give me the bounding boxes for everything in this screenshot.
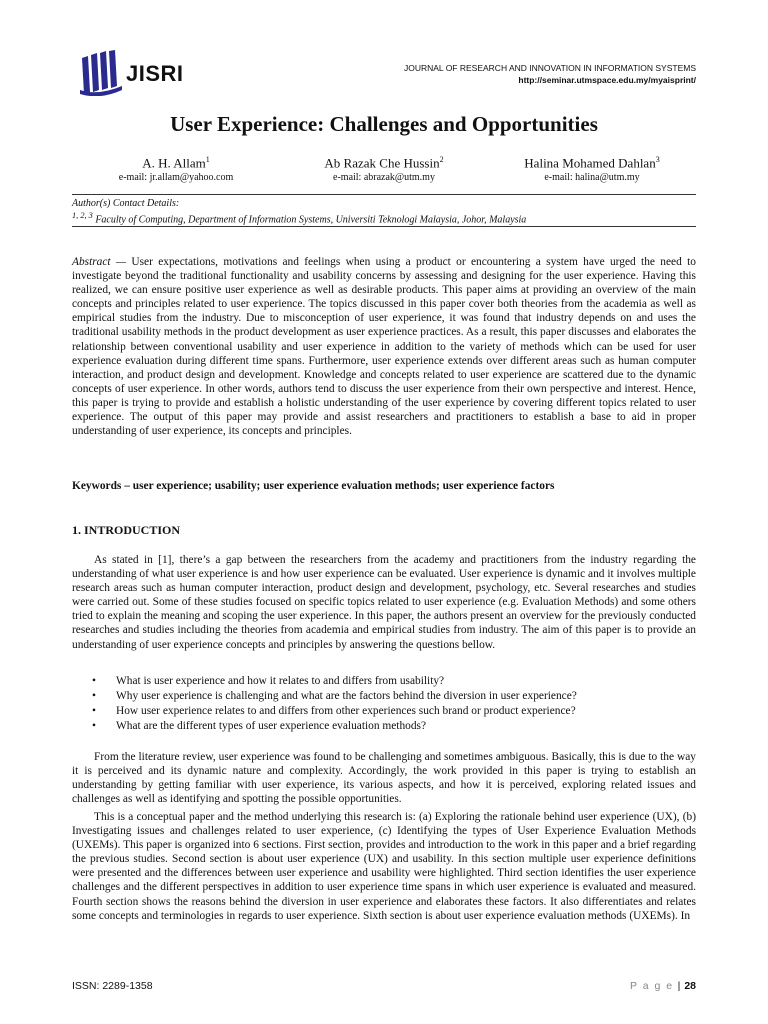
section-heading-introduction: 1. INTRODUCTION [72,523,181,537]
page-separator: | [677,980,681,992]
contact-sup: 1, 2, 3 [72,211,93,220]
author-name: Ab Razak Che Hussin [324,155,440,171]
bullet-icon: • [92,690,96,702]
page-label: P a g e [629,980,674,992]
author-sup: 2 [439,155,444,164]
list-item [72,689,696,704]
abstract-text: User expectations, motivations and feelings when using a product or encountering a system have urged the need to investigate beyond the traditional functionality and usability concerns by assessing and designing for the user experience. Having this realized, we can ensure positive user experience as well as desirable products. This paper aims at providing an overview of the main concepts and principles related to user experience. The topics discussed in this paper cover both theories from the academia as well as empirical studies from the industry. Due to misconception of user experience, it was found that industry depends on and uses the traditional usability methods in the product development as user experience practices. As a result, this paper discusses and elaborates the relationship between conventional usability and user experience in addition to the variety of methods which can be used for user experience evaluation during different time spans. Furthermore, user experience extends over different areas such as human computer interaction, and product design and development. Knowledge and concepts related to user experience are scattered due to the dynamic concepts of user experience. In other words, authors tend to discuss the user experience from their own perspective and interest. Hence, this paper is trying to provide and establish a holistic understanding of the user experience by covering different topics related to user experience. The output of this paper may provide and assist researchers and practitioners to establish a base to aid in proper understanding of user experience, its concepts and principles. [72,256,696,438]
list-item [72,674,696,689]
list-item-text: Why user experience is challenging and what are the factors behind the diversion in user experience? [116,690,577,702]
list-item [72,719,696,734]
contact-details [72,198,696,226]
journal-url[interactable]: http://seminar.utmspace.edu.my/myaisprint/ [518,75,696,85]
list-item-text: What is user experience and how it relates to and differs from usability? [116,675,445,687]
intro-paragraph-1 [72,553,696,652]
abstract [72,255,696,438]
journal-header [404,62,696,86]
paragraph-text: From the literature review, user experience was found to be challenging and sometimes ambiguous. Basically, this is due to the way it is perceived and its dynamic nature and complexity. Accordingly, the work provided in this paper is trying to establish an understanding by getting familiar with user experience, its various aspects, and how it is perceived, exploring related issues and challenges as well as identifying and spotting the possible opportunities. [72,751,696,806]
paragraph-text: This is a conceptual paper and the method underlying this research is: (a) Exploring the rationale behind user experience (UX), (b) Investigating issues and challenges related to user experience, (c) Identifying the types of User Experience Evaluation Methods (UXEMs). This paper is organized into 6 sections. First section, provides and introduction to the work in this paper and a brief regarding the previous studies. Second section is about user experience (UX) and usability. In this section multiple user experience definitions were presented and the differences between user experience and usability were highlighted. Third section identifies the user experience challenges and the different perspectives in addition to user experience time spans in which user experience is evaluated and measured. Fourth section shows the reasons behind the diversion in user experience and elaborates these factors. It also differentiates and relates some concepts and terminologies in regards to user experience. Sixth section is about user experience evaluation methods (UXEMs). In [72,811,696,922]
author-3 [488,152,696,185]
intro-paragraph-2 [72,750,696,806]
keywords: Keywords – user experience; usability; user experience evaluation methods; user experience factors [72,480,555,492]
page-number [630,980,696,992]
contact-label: Author(s) Contact Details: [72,198,180,209]
paragraph-text: As stated in [1], there’s a gap between the researchers from the academy and practitioners from the industry regarding the understanding of what user experience is and how user experience can be evaluated. User experience is dynamic and it involves multiple research areas such as human computer interaction, product design and development, psychology, etc. Several researches and studies were carried out. Some of these studies focused on specific topics related to user experience (e.g. Evaluation Methods) and some others tried to explain the meaning and scoping the user experience. In this paper, the authors present an overview for the previously conducted researches and studies including the theories from academia and empirical studies from industry. The aim of this paper is to provide an understanding of user experience concepts and principles by answering the questions bellow. [72,554,696,651]
page-num: 28 [684,980,696,992]
author-1 [72,152,280,185]
question-list [72,674,696,734]
bullet-icon: • [92,720,96,732]
intro-paragraph-3 [72,810,696,923]
list-item-text: How user experience relates to and differs from other experiences such brand or product experience? [116,705,576,717]
author-2 [280,152,488,185]
bullet-icon: • [92,675,96,687]
author-sup: 3 [655,155,660,164]
journal-name: JOURNAL OF RESEARCH AND INNOVATION IN INFORMATION SYSTEMS [403,63,696,73]
issn: ISSN: 2289-1358 [72,980,153,992]
author-list [72,152,696,186]
author-sup: 1 [205,155,210,164]
author-email[interactable]: e-mail: abrazak@utm.my [333,172,435,184]
affiliation: Faculty of Computing, Department of Information Systems, Universiti Teknologi Malaysia, Johor, Malaysia [95,214,527,226]
author-name: A. H. Allam [142,155,206,171]
list-item-text: What are the different types of user experience evaluation methods? [116,720,427,732]
bullet-icon: • [92,705,96,717]
author-email[interactable]: e-mail: halina@utm.my [544,172,640,184]
author-name: Halina Mohamed Dahlan [524,155,656,171]
author-email[interactable]: e-mail: jr.allam@yahoo.com [118,172,234,184]
logo-text: JISRI [126,61,184,86]
list-item [72,704,696,719]
abstract-lead: Abstract — [72,256,127,268]
divider [72,226,696,227]
paper-title: User Experience: Challenges and Opportunities [170,112,598,136]
divider [72,194,696,195]
